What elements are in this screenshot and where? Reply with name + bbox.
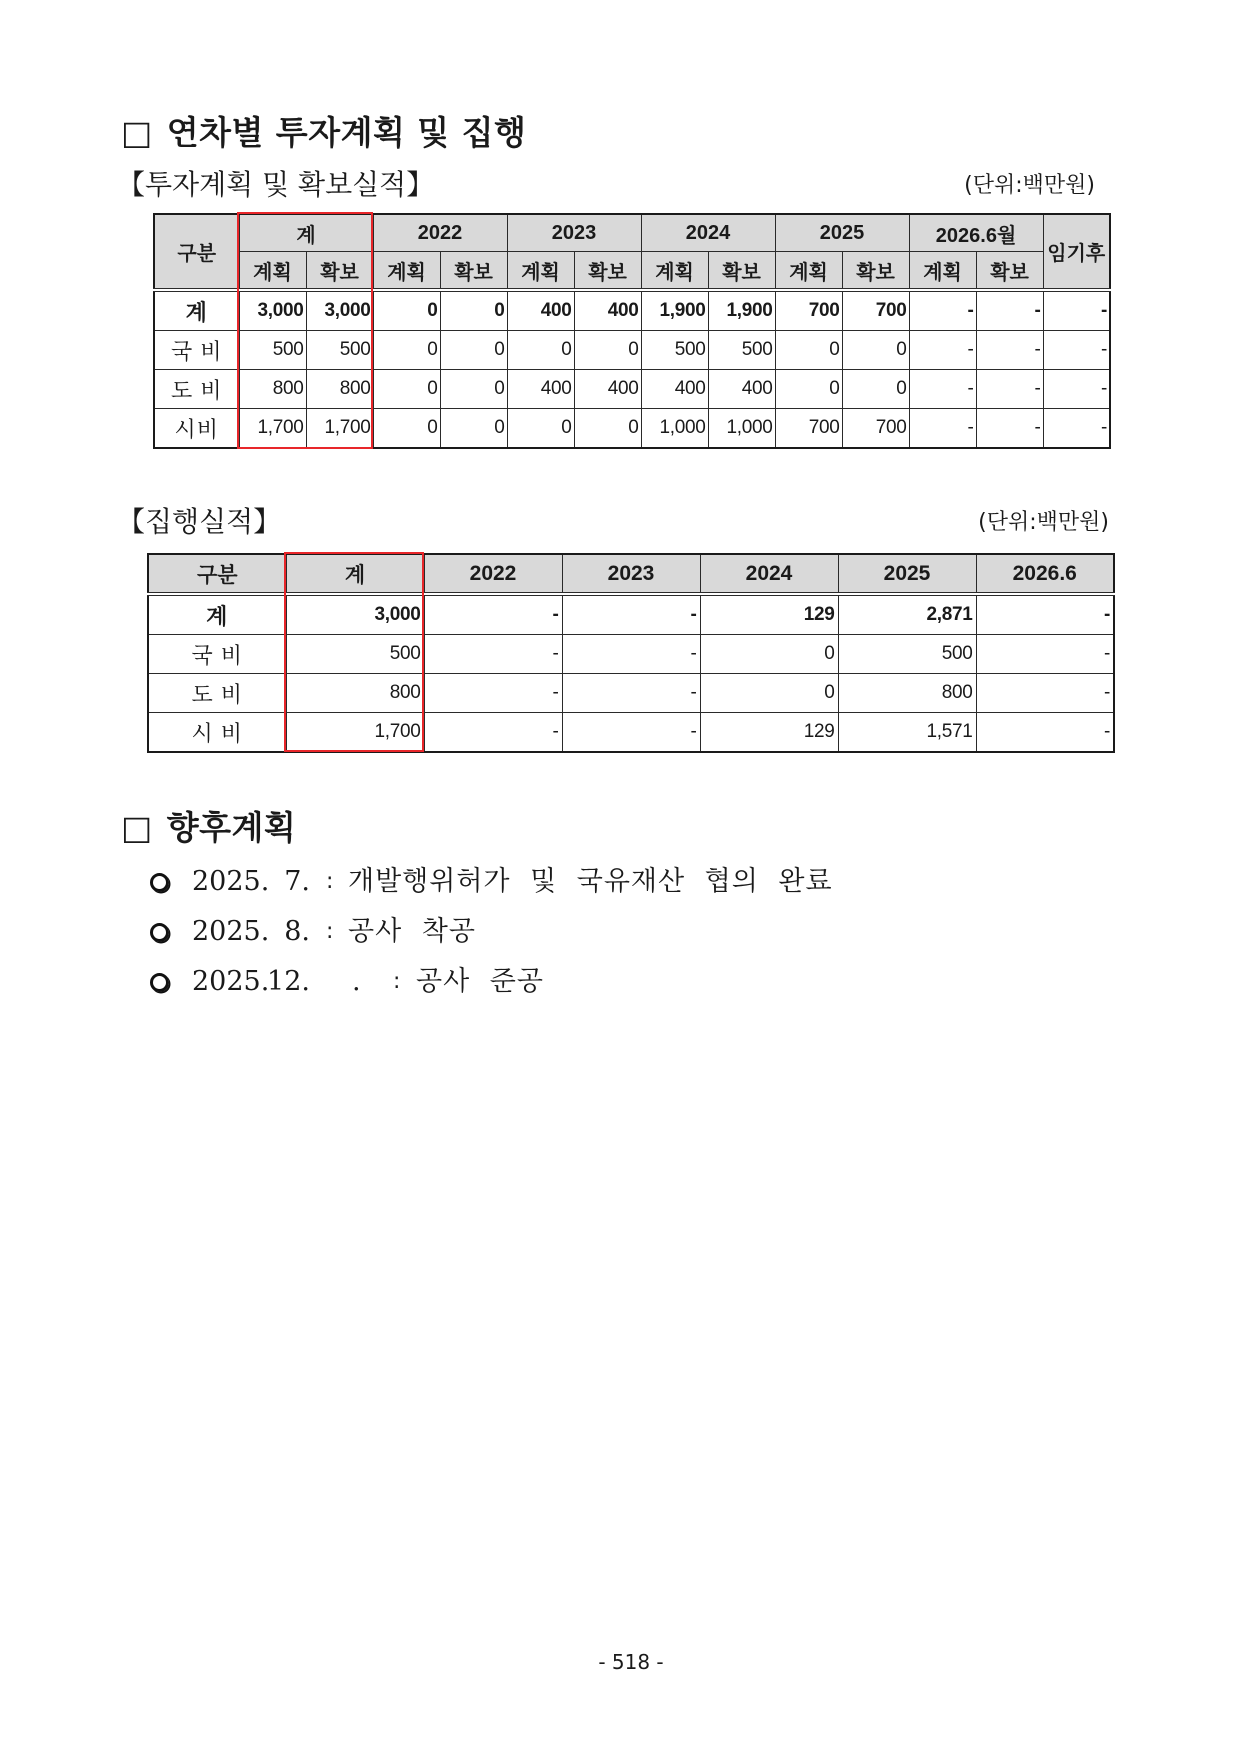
table-row-total bbox=[154, 290, 1110, 331]
schedule-description: 공사 착공 bbox=[348, 916, 476, 947]
investment-plan-table bbox=[153, 213, 1111, 449]
table-cell: - bbox=[909, 290, 976, 331]
row-label: 도 비 bbox=[154, 370, 239, 409]
header-period: 2024 bbox=[641, 214, 775, 252]
table-cell: 500 bbox=[838, 635, 976, 674]
table-cell: - bbox=[909, 331, 976, 370]
table-cell: 400 bbox=[574, 370, 641, 409]
subheader-plan: 계획 bbox=[373, 252, 440, 291]
schedule-colon: : bbox=[393, 969, 401, 994]
table-cell: 0 bbox=[440, 290, 507, 331]
header-period: 2023 bbox=[507, 214, 641, 252]
table-cell: 0 bbox=[507, 331, 574, 370]
table-cell: 0 bbox=[507, 409, 574, 449]
row-label: 국 비 bbox=[154, 331, 239, 370]
plan-table-unit: (단위:백만원) bbox=[964, 173, 1095, 198]
header-after-term: 임기후 bbox=[1043, 214, 1110, 290]
table-cell: - bbox=[1043, 370, 1110, 409]
subheader-secured: 확보 bbox=[306, 252, 373, 291]
table-row bbox=[148, 635, 1114, 674]
table-cell: - bbox=[424, 594, 562, 635]
exec-table-unit: (단위:백만원) bbox=[978, 510, 1109, 535]
table-cell: - bbox=[424, 713, 562, 753]
table-cell: 0 bbox=[700, 674, 838, 713]
section-title: 향후계획 bbox=[166, 808, 297, 847]
table-cell: 1,000 bbox=[641, 409, 708, 449]
circle-bullet-icon bbox=[150, 973, 169, 992]
header-period: 2025 bbox=[775, 214, 909, 252]
subheader-plan: 계획 bbox=[641, 252, 708, 291]
table-cell: 1,571 bbox=[838, 713, 976, 753]
table-cell: 2,871 bbox=[838, 594, 976, 635]
subheader-plan: 계획 bbox=[775, 252, 842, 291]
header-period: 2026.6 bbox=[976, 554, 1114, 594]
table-cell: 500 bbox=[641, 331, 708, 370]
schedule-month: 8. bbox=[284, 916, 310, 947]
table-cell: 1,700 bbox=[286, 713, 424, 753]
header-row bbox=[148, 554, 1114, 594]
section-heading-investment bbox=[121, 113, 526, 153]
row-label: 계 bbox=[148, 594, 286, 635]
table-cell: 500 bbox=[239, 331, 306, 370]
table-cell: - bbox=[976, 290, 1043, 331]
table-cell: - bbox=[424, 674, 562, 713]
table-cell: 0 bbox=[440, 331, 507, 370]
schedule-year: 2025. bbox=[192, 866, 270, 897]
table-cell: 0 bbox=[373, 290, 440, 331]
schedule-year: 2025. bbox=[192, 966, 270, 997]
section-marker: □ bbox=[121, 808, 153, 847]
header-period: 계 bbox=[239, 214, 373, 252]
table-cell: 800 bbox=[306, 370, 373, 409]
subheader-plan: 계획 bbox=[507, 252, 574, 291]
subheader-secured: 확보 bbox=[976, 252, 1043, 291]
schedule-year: 2025. bbox=[192, 916, 270, 947]
plan-table-caption: 【투자계획 및 확보실적】 bbox=[117, 168, 435, 201]
table-cell: - bbox=[909, 370, 976, 409]
section-marker: □ bbox=[121, 113, 153, 152]
table-cell: 800 bbox=[286, 674, 424, 713]
header-period: 2022 bbox=[373, 214, 507, 252]
subheader-plan: 계획 bbox=[239, 252, 306, 291]
table-cell: - bbox=[562, 674, 700, 713]
table-cell: 700 bbox=[842, 290, 909, 331]
table-cell: - bbox=[909, 409, 976, 449]
table-row bbox=[154, 370, 1110, 409]
table-cell: 700 bbox=[842, 409, 909, 449]
table-cell: - bbox=[1043, 290, 1110, 331]
table-cell: 0 bbox=[440, 409, 507, 449]
table-cell: 0 bbox=[574, 409, 641, 449]
circle-bullet-icon bbox=[150, 873, 169, 892]
table-cell: 800 bbox=[239, 370, 306, 409]
section-title: 연차별 투자계획 및 집행 bbox=[166, 113, 527, 152]
table-cell: 0 bbox=[373, 331, 440, 370]
table-cell: 1,000 bbox=[708, 409, 775, 449]
subheader-secured: 확보 bbox=[708, 252, 775, 291]
table-cell: - bbox=[562, 713, 700, 753]
table-cell: 1,900 bbox=[641, 290, 708, 331]
schedule-month: 7. bbox=[284, 866, 310, 897]
table-cell: - bbox=[976, 594, 1114, 635]
table-cell: 0 bbox=[373, 409, 440, 449]
row-label: 국 비 bbox=[148, 635, 286, 674]
table-row-total bbox=[148, 594, 1114, 635]
table-row bbox=[148, 713, 1114, 753]
subheader-row bbox=[154, 252, 1110, 291]
table-cell: 3,000 bbox=[286, 594, 424, 635]
table-cell: - bbox=[1043, 331, 1110, 370]
table-row bbox=[148, 674, 1114, 713]
table-row bbox=[154, 331, 1110, 370]
table-cell: - bbox=[562, 594, 700, 635]
table-cell: - bbox=[976, 409, 1043, 449]
header-period: 2024 bbox=[700, 554, 838, 594]
table-cell: 0 bbox=[775, 331, 842, 370]
circle-bullet-icon bbox=[150, 923, 169, 942]
header-category: 구분 bbox=[154, 214, 239, 290]
table-cell: 0 bbox=[842, 331, 909, 370]
table-cell: 0 bbox=[373, 370, 440, 409]
table-cell: - bbox=[1043, 409, 1110, 449]
table-cell: - bbox=[976, 370, 1043, 409]
table-cell: 1,700 bbox=[306, 409, 373, 449]
header-row bbox=[154, 214, 1110, 252]
row-label: 시비 bbox=[154, 409, 239, 449]
subheader-plan: 계획 bbox=[909, 252, 976, 291]
schedule-day: . bbox=[352, 966, 361, 997]
schedule-item bbox=[0, 915, 1000, 949]
table-cell: 800 bbox=[838, 674, 976, 713]
page-number: - 518 - bbox=[598, 1650, 664, 1674]
table-cell: 500 bbox=[306, 331, 373, 370]
subheader-secured: 확보 bbox=[574, 252, 641, 291]
table-cell: 0 bbox=[440, 370, 507, 409]
section-heading-future-plan bbox=[121, 808, 296, 848]
table-cell: 129 bbox=[700, 594, 838, 635]
row-label: 시 비 bbox=[148, 713, 286, 753]
schedule-colon: : bbox=[326, 869, 334, 894]
exec-table-caption: 【집행실적】 bbox=[117, 505, 282, 538]
table-cell: 400 bbox=[507, 290, 574, 331]
table-cell: 1,700 bbox=[239, 409, 306, 449]
table-cell: 3,000 bbox=[239, 290, 306, 331]
table-cell: 700 bbox=[775, 409, 842, 449]
table-cell: - bbox=[424, 635, 562, 674]
schedule-colon: : bbox=[326, 919, 334, 944]
table-cell: 0 bbox=[574, 331, 641, 370]
table-cell: - bbox=[976, 674, 1114, 713]
header-period: 2023 bbox=[562, 554, 700, 594]
table-cell: 400 bbox=[641, 370, 708, 409]
table-cell: 3,000 bbox=[306, 290, 373, 331]
row-label: 도 비 bbox=[148, 674, 286, 713]
header-period: 2026.6월 bbox=[909, 214, 1043, 252]
table-cell: 400 bbox=[574, 290, 641, 331]
schedule-description: 공사 준공 bbox=[416, 966, 544, 997]
header-period: 계 bbox=[286, 554, 424, 594]
table-cell: 500 bbox=[286, 635, 424, 674]
schedule-description: 개발행위허가 및 국유재산 협의 완료 bbox=[348, 866, 833, 897]
header-category: 구분 bbox=[148, 554, 286, 594]
table-cell: 400 bbox=[507, 370, 574, 409]
table-cell: - bbox=[976, 713, 1114, 753]
table-cell: 0 bbox=[842, 370, 909, 409]
header-period: 2022 bbox=[424, 554, 562, 594]
table-cell: 1,900 bbox=[708, 290, 775, 331]
schedule-month: 12. bbox=[267, 966, 310, 997]
table-cell: 0 bbox=[700, 635, 838, 674]
table-cell: - bbox=[976, 635, 1114, 674]
header-period: 2025 bbox=[838, 554, 976, 594]
execution-results-table bbox=[147, 553, 1115, 753]
table-cell: 129 bbox=[700, 713, 838, 753]
table-cell: 700 bbox=[775, 290, 842, 331]
table-cell: 0 bbox=[775, 370, 842, 409]
row-label: 계 bbox=[154, 290, 239, 331]
schedule-item bbox=[0, 965, 1000, 999]
schedule-item bbox=[0, 865, 1000, 899]
table-cell: - bbox=[562, 635, 700, 674]
table-row bbox=[154, 409, 1110, 449]
subheader-secured: 확보 bbox=[842, 252, 909, 291]
subheader-secured: 확보 bbox=[440, 252, 507, 291]
table-cell: 400 bbox=[708, 370, 775, 409]
table-cell: 500 bbox=[708, 331, 775, 370]
table-cell: - bbox=[976, 331, 1043, 370]
